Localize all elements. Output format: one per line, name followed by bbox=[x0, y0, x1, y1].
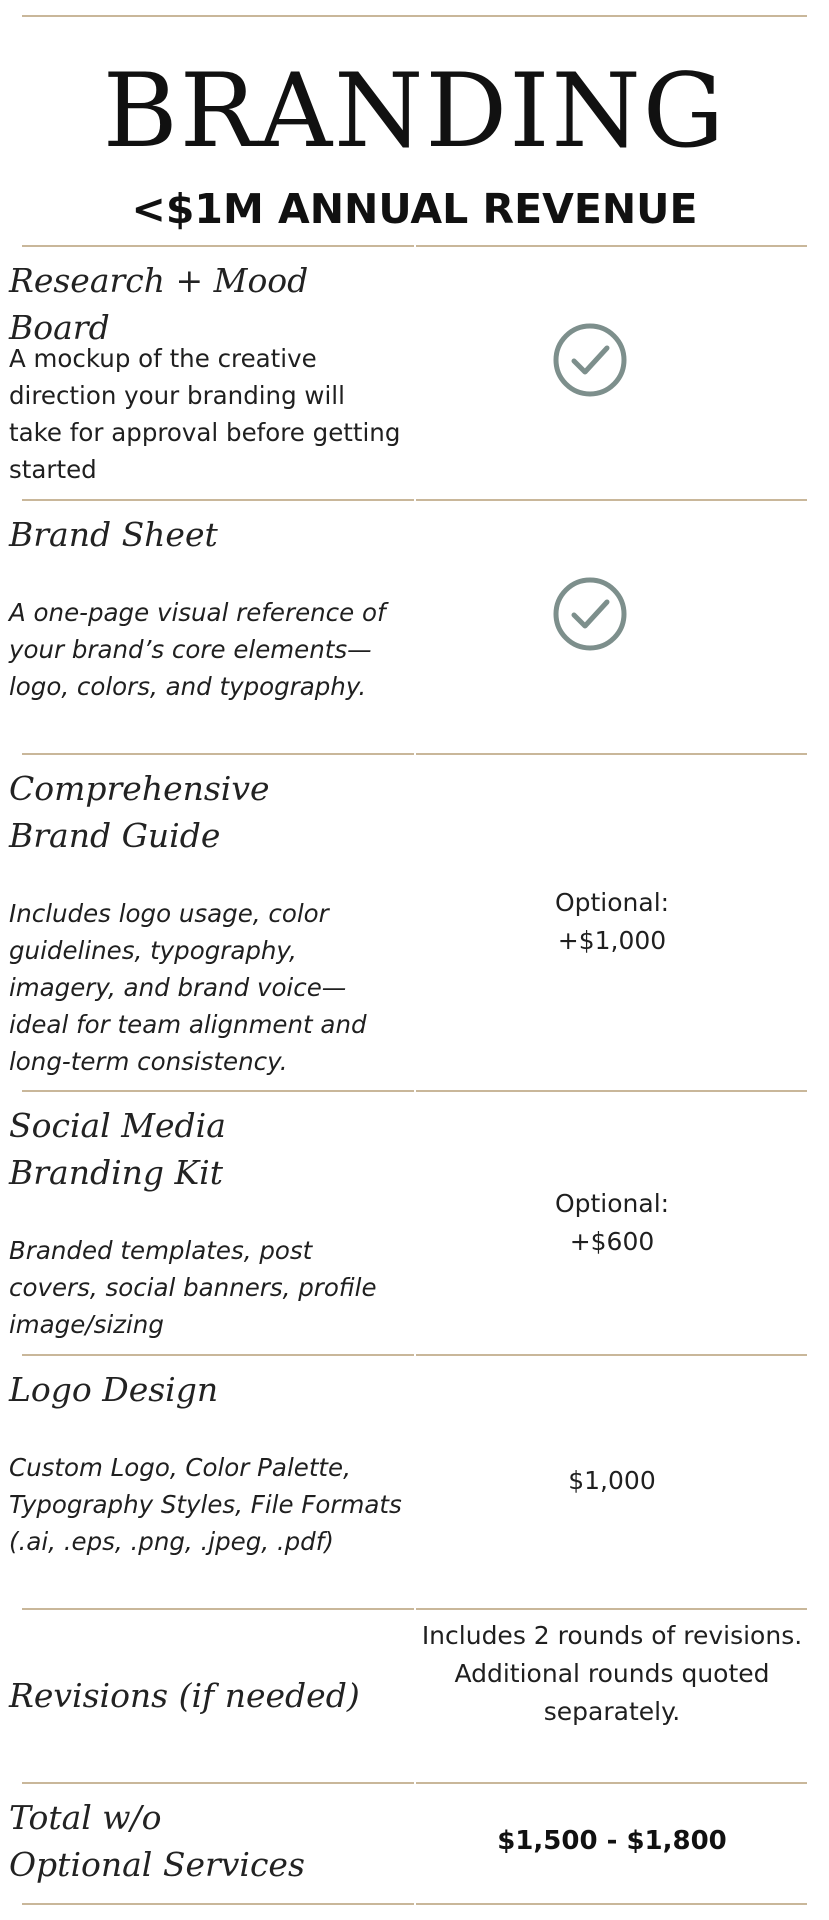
service-description: A one-page visual reference of your brand’s core elements—logo, colors, and typography. bbox=[9, 598, 386, 701]
service-price: Optional: +$1,000 bbox=[554, 888, 670, 955]
page-subtitle: <$1M ANNUAL REVENUE bbox=[131, 185, 698, 233]
checkmark-circle-icon bbox=[551, 575, 629, 653]
service-title: Social Media Branding Kit bbox=[9, 1106, 226, 1192]
total-price: $1,500 - $1,800 bbox=[497, 1826, 727, 1856]
service-title: Comprehensive Brand Guide bbox=[9, 769, 270, 855]
service-description: Includes logo usage, color guidelines, typography, imagery, and brand voice—ideal for team alignment and long-term consistency. bbox=[9, 899, 367, 1076]
service-title: Research + Mood Board bbox=[9, 261, 309, 347]
checkmark-circle-icon bbox=[551, 321, 629, 399]
divider-top bbox=[22, 15, 807, 17]
service-description: Branded templates, post covers, social banners, profile image/sizing bbox=[9, 1236, 377, 1339]
page-title: BRANDING bbox=[102, 52, 727, 171]
service-description: A mockup of the creative direction your branding will take for approval before getting started bbox=[9, 344, 401, 484]
column-gap bbox=[414, 240, 416, 1910]
total-label: Total w/o Optional Services bbox=[9, 1798, 305, 1884]
service-price: $1,000 bbox=[568, 1466, 656, 1495]
service-title: Brand Sheet bbox=[9, 515, 218, 554]
service-title: Revisions (if needed) bbox=[9, 1676, 360, 1715]
service-description: Custom Logo, Color Palette, Typography Styles, File Formats (.ai, .eps, .png, .jpeg, .pdf) bbox=[9, 1453, 402, 1556]
service-title: Logo Design bbox=[9, 1370, 219, 1409]
service-price: Optional: +$600 bbox=[554, 1189, 670, 1256]
revisions-note: Includes 2 rounds of revisions. Additional rounds quoted separately. bbox=[421, 1621, 803, 1726]
